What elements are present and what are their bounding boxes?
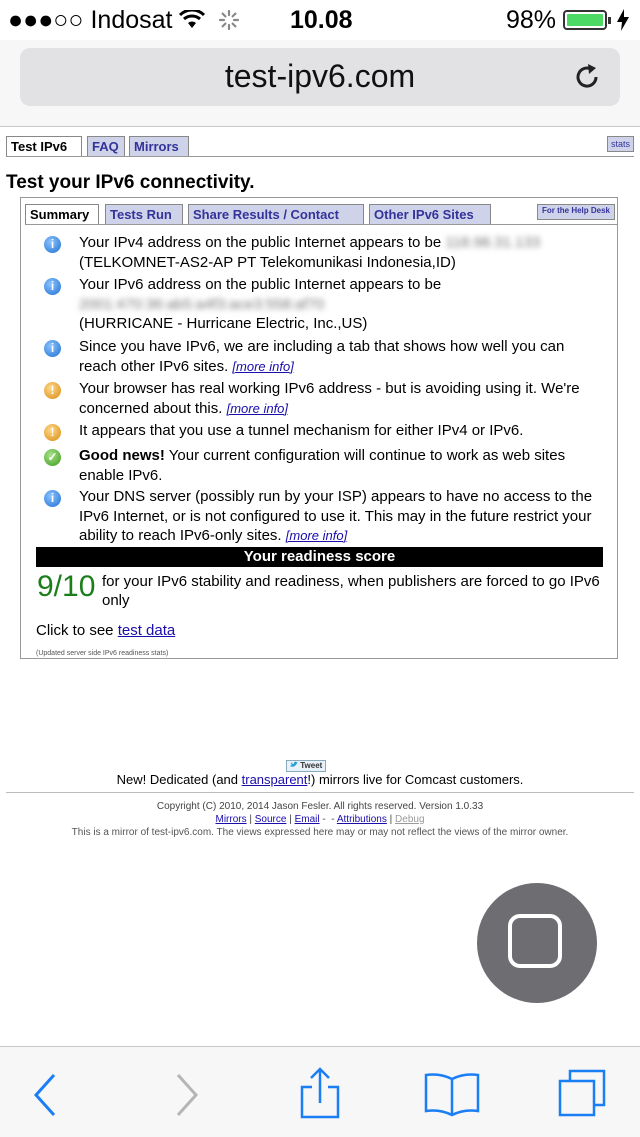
signal-strength-icon: ●●●○○ [8,6,84,34]
info-icon: i [44,490,61,507]
clock: 10.08 [290,6,353,34]
twitter-bird-icon [290,761,298,768]
carrier-info [8,6,240,35]
check-icon: ✓ [44,449,61,466]
status-bar [0,0,640,40]
debug-link[interactable]: Debug [395,814,425,825]
test-data-link[interactable]: test data [117,622,176,639]
info-icon: i [44,278,61,295]
info-icon: i [44,340,61,357]
more-info-link[interactable]: [more info] [285,528,348,543]
activity-spinner-icon [218,9,240,31]
source-link[interactable]: Source [254,814,287,825]
readiness-banner: Your readiness score [36,547,603,567]
home-square-icon [508,914,562,968]
info-icon: i [44,236,61,253]
tab-test-ipv6[interactable]: Test IPv6 [6,136,82,156]
copyright: Copyright (C) 2010, 2014 Jason Fesler. All rights reserved. Version 1.0.33 [156,801,484,812]
tab-faq[interactable]: FAQ [87,136,125,156]
reload-icon[interactable] [572,62,602,92]
wifi-icon [179,10,205,30]
footer-links: Mirrors | Source | Email - - Attributions | Debug [215,814,425,825]
tab-mirrors[interactable]: Mirrors [129,136,189,156]
site-tabs [6,136,634,157]
battery-percent: 98% [506,6,557,34]
readiness-description: for your IPv6 stability and readiness, when publishers are forced to go IPv6 only [102,573,600,609]
divider [6,792,634,793]
browser-toolbar [0,1046,640,1137]
mirrors-link[interactable]: Mirrors [215,814,247,825]
stats-tab[interactable]: stats [607,136,634,152]
battery-icon [563,10,607,30]
news-line: New! Dedicated (and transparent!) mirrors live for Comcast customers. [116,772,524,787]
email-link[interactable]: Email [294,814,320,825]
help-desk-tab[interactable]: For the Help Desk [537,204,615,220]
warning-icon: ! [44,382,61,399]
address-bar[interactable] [20,48,620,106]
redacted-ipv6: 2001:470:36:ab5:a4f3:ace3:558:af70 [79,295,325,313]
bookmarks-icon[interactable] [422,1065,482,1125]
tweet-button[interactable]: Tweet [286,760,326,772]
browser-chrome [0,40,640,127]
attributions-link[interactable]: Attributions [336,814,387,825]
carrier-name: Indosat [90,6,173,34]
updated-note: (Updated server side IPv6 readiness stats) [36,650,169,657]
page-title: Test your IPv6 connectivity. [6,172,255,193]
mirror-note: This is a mirror of test-ipv6.com. The views expressed here may or may not reflect the views of the mirror owner. [71,827,569,838]
more-info-link[interactable]: [more info] [232,358,294,374]
test-data-line: Click to see test data [36,622,176,639]
assistive-touch-button[interactable] [477,883,597,1003]
more-info-link[interactable]: [more info] [226,400,289,416]
tab-summary[interactable]: Summary [25,204,99,224]
charging-bolt-icon [617,9,629,31]
tab-tests-run[interactable]: Tests Run [105,204,183,224]
share-icon[interactable] [290,1065,350,1125]
back-icon[interactable] [22,1065,82,1125]
transparent-link[interactable]: transparent [241,772,308,787]
results-tabs [25,204,617,225]
tabs-icon[interactable] [552,1065,612,1125]
warning-icon: ! [44,424,61,441]
redacted-ipv4: 118.98.31.133 [445,234,541,251]
readiness-score: 9/10 [37,570,96,603]
url-text: test-ipv6.com [224,58,416,94]
tab-other-ipv6-sites[interactable]: Other IPv6 Sites [369,204,491,224]
tab-share-results[interactable]: Share Results / Contact [188,204,364,224]
forward-icon[interactable] [160,1065,220,1125]
